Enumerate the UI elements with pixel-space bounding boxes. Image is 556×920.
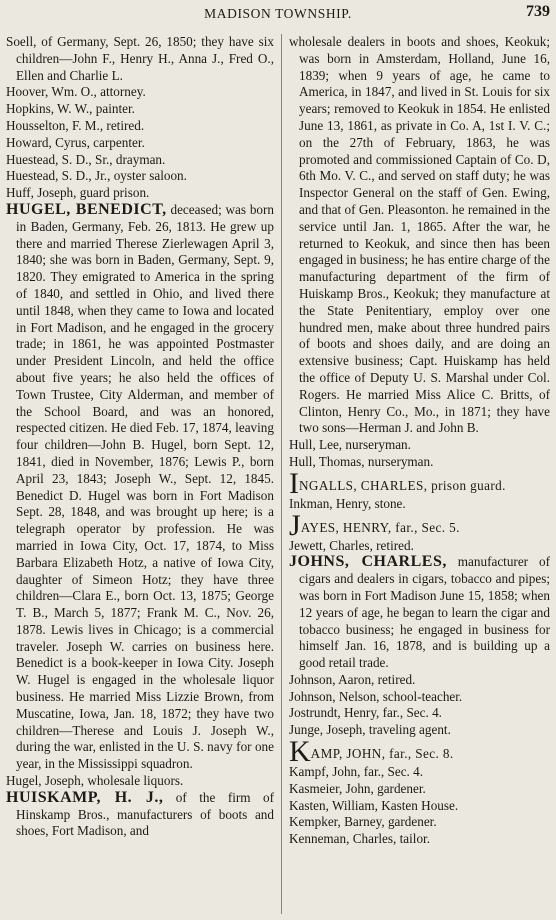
huiskamp-biography-continued: wholesale dealers in boots and shoes, Keokuk; was born in Amsterdam, Holland, June 16, 1839; when 9 years of age, he came to America, in 1847, and lived in St. Louis for six years; removed to Keokuk in 1854. He enlisted June 13, 1861, as private in Co. A, 1st I. V. C.; on the 27th of February, 1863, he was promoted and commissioned Captain of Co. D, 6th Mo. V. C., and served on staff duty; he was Inspector General on the staff of Gen. Ewing, and that of Gen. Pleasonton. he remained in the service until Jan. 1, 1865. After the war, he returned to Keokuk, and since then has been engaged in business; he has entire charge of the manufacturing department of the firm of Huiskamp Bros., Keokuk; they manufacture at the State Penitentiary, employ over one hundred men, make about three hundred pairs of boots and shoes daily, and are doing an extensive business; Capt. Huiskamp has held the office of Deputy U. S. Marshal under Col. Rogers. He married Miss Alice C. Britts, of Clinton, Henry Co., Mo., in 1871; they have two sons—Herman J. and John B. xyxy=(289,34,550,436)
entry-kempker: Kempker, Barney, gardener. xyxy=(289,814,437,830)
entry-huestead-jr: Huestead, S. D., Jr., oyster saloon. xyxy=(6,168,187,184)
kamp-text: AMP, JOHN, far., Sec. 8. xyxy=(310,746,454,762)
entry-hugel-joseph: Hugel, Joseph, wholesale liquors. xyxy=(6,773,184,789)
entry-inkman: Inkman, Henry, stone. xyxy=(289,495,406,511)
entry-jewett: Jewett, Charles, retired. xyxy=(289,537,414,553)
entry-kasmeier: Kasmeier, John, gardener. xyxy=(289,780,426,796)
johns-name: JOHNS, CHARLES, xyxy=(289,553,447,571)
entry-kasten: Kasten, William, Kasten House. xyxy=(289,797,459,813)
right-column xyxy=(289,34,550,848)
section-initial-j: J xyxy=(289,508,301,542)
johns-biography: manufacturer of cigars and dealers in cigars, tobacco and pipes; was born in Fort Madison June 15, 1858; when 12 years of age, he began to learn the cigar and tobacco business; he engaged in business for himself Jan. 16, 1878, and is building up a good retail trade. xyxy=(299,554,550,671)
jayes-text: AYES, HENRY, far., Sec. 5. xyxy=(300,519,460,535)
entry-hull-thomas: Hull, Thomas, nurseryman. xyxy=(289,453,434,469)
entry-junge: Junge, Joseph, traveling agent. xyxy=(289,722,451,738)
entry-housselton: Housselton, F. M., retired. xyxy=(6,117,145,133)
entry-johnson-nelson: Johnson, Nelson, school-teacher. xyxy=(289,688,463,704)
entry-kenneman: Kenneman, Charles, tailor. xyxy=(289,831,430,847)
hugel-name: HUGEL, BENEDICT, xyxy=(6,200,167,218)
entry-jayes xyxy=(289,508,550,542)
page-number: 739 xyxy=(526,3,550,20)
entry-hull-lee: Hull, Lee, nurseryman. xyxy=(289,437,411,453)
entry-kamp xyxy=(289,735,550,769)
entry-huestead-sr: Huestead, S. D., Sr., drayman. xyxy=(6,151,166,167)
entry-huiskamp xyxy=(6,790,274,840)
entry-ingalls xyxy=(289,466,550,500)
hugel-biography: deceased; was born in Baden, Germany, Feb. 26, 1813. He grew up there and married Therese Zierlewagen April 3, 1840; she was born in Baden, Germany, Sept. 9, 1820. They emigrated to America in the spring of 1840, and settled in Ohio, and lived there until 1848, when they came to Iowa and located in Fort Madison, and he engaged in the grocery trade; in 1861, he was appointed Postmaster under President Lincoln, and held the office about five years; he also held the offices of Town Trustee, City Alderman, and member of the School Board, and was an honored, respected citizen. He died Feb. 17, 1874, leaving four children—John B. Hugel, born Sept. 12, 1841, died in November, 1876; Lewis P., born April 23, 1843; Joseph W., Sept. 12, 1845. Benedict D. Hugel was born in Fort Madison Sept. 28, 1848, and was brought up here; is a telegraph operator by profession. He was married in Iowa City, Oct. 17, 1874, to Miss Barbara Elizabeth Hotz, a native of Iowa City, daughter of Simeon Hotz; they have three children—Clara E., born Oct. 13, 1875; George T. B., March 5, 1877; Frank M. C., Nov. 26, 1878. Lewis lives in Chicago; is a commercial traveler. Joseph W. carries on business here. Benedict is a book-keeper in Iowa City. Joseph W. Hugel is engaged in the wholesale liquor business. He married Miss Lizzie Brown, from Muscatine, Iowa, Jan. 18, 1872; they have two children—Therese and Louis J. Joseph W., during the war, enlisted in the U. S. navy for one year, in the Mississippi squadron. xyxy=(16,201,274,772)
section-initial-i: I xyxy=(289,466,299,500)
page-header xyxy=(0,2,556,24)
left-column xyxy=(6,34,274,840)
entry-huff: Huff, Joseph, guard prison. xyxy=(6,185,150,201)
entry-kampf: Kampf, John, far., Sec. 4. xyxy=(289,764,424,780)
section-initial-k: K xyxy=(289,735,311,769)
column-divider xyxy=(281,34,282,914)
entry-johnson-aaron: Johnson, Aaron, retired. xyxy=(289,671,416,687)
entry-jostrundt: Jostrundt, Henry, far., Sec. 4. xyxy=(289,705,442,721)
entry-hugel-benedict xyxy=(6,202,274,773)
entry-johns xyxy=(289,554,550,672)
running-title: MADISON TOWNSHIP. xyxy=(204,6,352,21)
entry-howard: Howard, Cyrus, carpenter. xyxy=(6,134,145,150)
huiskamp-biography-start: of the firm of Hinskamp Bros., manufacturers of boots and shoes, Fort Madison, and xyxy=(16,789,274,839)
huiskamp-name: HUISKAMP, H. J., xyxy=(6,788,164,806)
entry-hoover: Hoover, Wm. O., attorney. xyxy=(6,84,146,100)
ingalls-text: NGALLS, CHARLES, prison guard. xyxy=(299,477,506,493)
entry-soell: Soell, of Germany, Sept. 26, 1850; they have six children—John F., Henry H., Anna J., Fred O., Ellen and Charlie L. xyxy=(6,34,274,83)
entry-hopkins: Hopkins, W. W., painter. xyxy=(6,101,135,117)
